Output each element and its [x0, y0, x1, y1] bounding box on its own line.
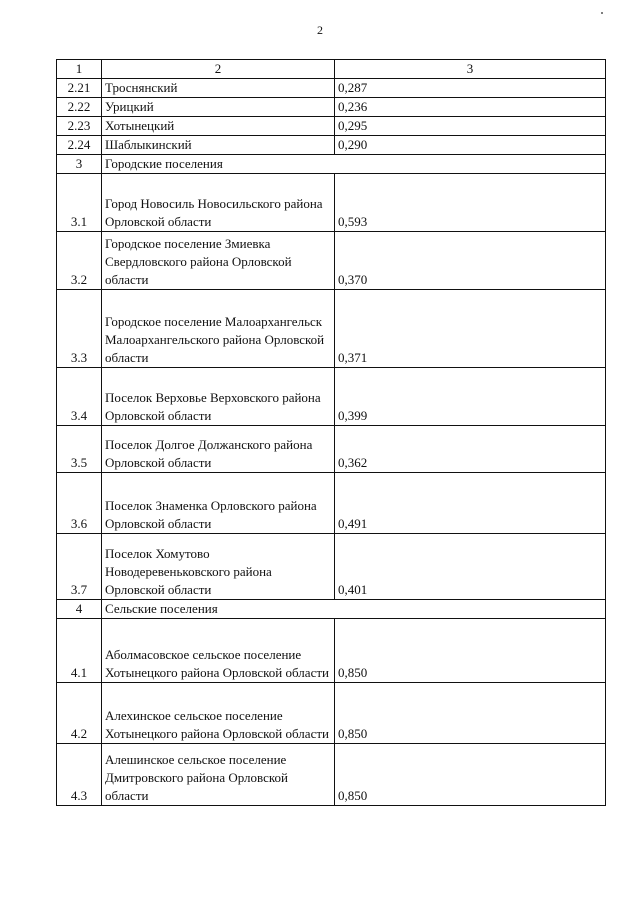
row-name: Урицкий	[102, 98, 335, 117]
row-name: Аболмасовское сельское поселение Хотынецкого района Орловской области	[102, 619, 335, 683]
row-number: 4.3	[57, 744, 102, 806]
row-value: 0,399	[335, 368, 606, 426]
row-number: 3	[57, 155, 102, 174]
table-row	[57, 426, 606, 473]
row-value: 0,370	[335, 232, 606, 290]
table-row	[57, 136, 606, 155]
row-name: Алехинское сельское поселение Хотынецкого района Орловской области	[102, 683, 335, 744]
table-row	[57, 683, 606, 744]
row-number: 4	[57, 600, 102, 619]
page-number: 2	[317, 23, 323, 37]
section-row-rural	[57, 600, 606, 619]
row-value: 0,290	[335, 136, 606, 155]
table-header-row	[57, 60, 606, 79]
row-name: Поселок Хомутово Новодеревеньковского района Орловской области	[102, 534, 335, 600]
row-name: Шаблыкинский	[102, 136, 335, 155]
row-value: 0,593	[335, 174, 606, 232]
row-name: Городское поселение Малоархангельск Малоархангельского района Орловской области	[102, 290, 335, 368]
row-value: 0,362	[335, 426, 606, 473]
row-number: 2.24	[57, 136, 102, 155]
table-row	[57, 290, 606, 368]
row-number: 2.21	[57, 79, 102, 98]
table-row	[57, 473, 606, 534]
row-number: 3.5	[57, 426, 102, 473]
row-number: 2.22	[57, 98, 102, 117]
table-row	[57, 232, 606, 290]
scan-speck	[601, 12, 603, 14]
row-name: Поселок Долгое Должанского района Орловской области	[102, 426, 335, 473]
row-name: Троснянский	[102, 79, 335, 98]
row-value: 0,491	[335, 473, 606, 534]
row-value: 0,401	[335, 534, 606, 600]
row-number: 3.1	[57, 174, 102, 232]
header-col-3: 3	[335, 60, 606, 79]
section-title: Сельские поселения	[102, 600, 606, 619]
row-number: 4.1	[57, 619, 102, 683]
row-name: Алешинское сельское поселение Дмитровского района Орловской области	[102, 744, 335, 806]
table-row	[57, 368, 606, 426]
table-row	[57, 117, 606, 136]
table-row	[57, 619, 606, 683]
table-row	[57, 744, 606, 806]
row-value: 0,371	[335, 290, 606, 368]
row-name: Городское поселение Змиевка Свердловского района Орловской области	[102, 232, 335, 290]
row-value: 0,236	[335, 98, 606, 117]
row-value: 0,850	[335, 619, 606, 683]
row-number: 2.23	[57, 117, 102, 136]
section-row-urban	[57, 155, 606, 174]
row-number: 3.4	[57, 368, 102, 426]
data-table	[56, 59, 606, 806]
row-value: 0,295	[335, 117, 606, 136]
table-row	[57, 79, 606, 98]
header-col-1: 1	[57, 60, 102, 79]
section-title: Городские поселения	[102, 155, 606, 174]
row-name: Город Новосиль Новосильского района Орловской области	[102, 174, 335, 232]
row-name: Поселок Верховье Верховского района Орловской области	[102, 368, 335, 426]
table-row	[57, 534, 606, 600]
table-row	[57, 98, 606, 117]
row-value: 0,850	[335, 744, 606, 806]
row-number: 4.2	[57, 683, 102, 744]
table-row	[57, 174, 606, 232]
row-number: 3.2	[57, 232, 102, 290]
row-number: 3.7	[57, 534, 102, 600]
row-name: Поселок Знаменка Орловского района Орловской области	[102, 473, 335, 534]
row-value: 0,850	[335, 683, 606, 744]
row-number: 3.6	[57, 473, 102, 534]
row-number: 3.3	[57, 290, 102, 368]
row-name: Хотынецкий	[102, 117, 335, 136]
row-value: 0,287	[335, 79, 606, 98]
header-col-2: 2	[102, 60, 335, 79]
